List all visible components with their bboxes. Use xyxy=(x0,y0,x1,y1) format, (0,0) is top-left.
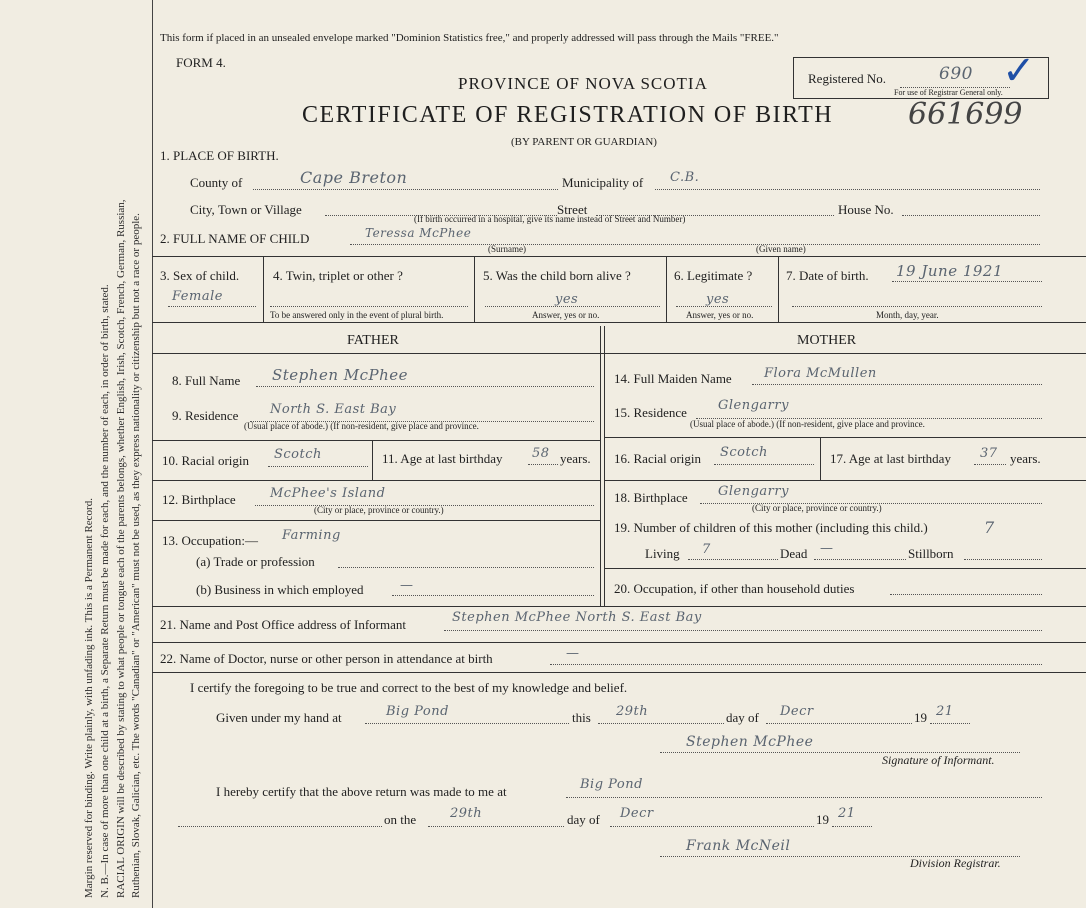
province-title: PROVINCE OF NOVA SCOTIA xyxy=(458,74,708,93)
father-birthplace-label: 12. Birthplace xyxy=(162,492,236,507)
street-label: Street xyxy=(557,202,588,217)
father-age-value: 58 xyxy=(532,446,550,461)
children-count-value: 7 xyxy=(984,518,995,537)
alive-note: Answer, yes or no. xyxy=(532,310,600,320)
return-year-suffix: 21 xyxy=(838,806,856,821)
return-place: Big Pond xyxy=(580,777,643,792)
informant-signature: Stephen McPhee xyxy=(686,734,814,750)
legit-value: yes xyxy=(706,292,730,307)
father-residence-value: North S. East Bay xyxy=(270,402,397,417)
informant-value: Stephen McPhee North S. East Bay xyxy=(452,610,702,625)
mother-age-value: 37 xyxy=(980,446,998,461)
binding-margin xyxy=(0,0,153,908)
father-birthplace-note: (City or place, province or country.) xyxy=(314,505,444,515)
father-occupation-label: 13. Occupation:— xyxy=(162,533,259,548)
mother-name-value: Flora McMullen xyxy=(764,366,877,381)
dob-label: 7. Date of birth. xyxy=(786,268,869,283)
given-label: Given under my hand at xyxy=(216,710,342,725)
margin-note-2: N. B.—In case of more than one child at a birth, a Separate Return must be made for each, and the number of each, in order of birth, stated. xyxy=(99,284,111,898)
certify-statement: I certify the foregoing to be true and correct to the best of my knowledge and belief. xyxy=(190,680,628,695)
mother-birthplace-note: (City or place, province or country.) xyxy=(752,503,882,513)
father-years-label: years. xyxy=(560,451,591,466)
form-number: FORM 4. xyxy=(176,55,226,70)
stillborn-label: Stillborn xyxy=(908,546,954,561)
father-birthplace-value: McPhee's Island xyxy=(270,486,386,501)
county-label: County of xyxy=(190,175,243,190)
place-heading: 1. PLACE OF BIRTH. xyxy=(160,148,279,163)
return-day-of-label: day of xyxy=(567,812,600,827)
dob-value: 19 June 1921 xyxy=(896,262,1004,280)
doctor-label: 22. Name of Doctor, nurse or other person in attendance at birth xyxy=(160,651,493,666)
legit-label: 6. Legitimate ? xyxy=(674,268,753,283)
living-value: 7 xyxy=(702,542,711,557)
dead-label: Dead xyxy=(780,546,808,561)
return-month: Decr xyxy=(620,806,654,821)
mother-name-label: 14. Full Maiden Name xyxy=(614,371,732,386)
mother-racial-value: Scotch xyxy=(720,445,768,460)
registered-label: Registered No. xyxy=(808,71,886,86)
father-name-value: Stephen McPhee xyxy=(272,366,409,384)
father-age-label: 11. Age at last birthday xyxy=(382,451,503,466)
certificate-subtitle: (BY PARENT OR GUARDIAN) xyxy=(511,136,657,148)
registered-note: For use of Registrar General only. xyxy=(894,88,1003,97)
return-year-prefix: 19 xyxy=(816,812,829,827)
sex-label: 3. Sex of child. xyxy=(160,268,240,283)
mother-years-label: years. xyxy=(1010,451,1041,466)
mother-residence-note: (Usual place of abode.) (If non-resident, give place and province. xyxy=(690,419,925,429)
year-suffix: 21 xyxy=(936,704,954,719)
informant-label: 21. Name and Post Office address of Informant xyxy=(160,617,406,632)
given-place: Big Pond xyxy=(386,704,449,719)
city-label: City, Town or Village xyxy=(190,202,302,217)
children-count-label: 19. Number of children of this mother (including this child.) xyxy=(614,520,928,535)
return-day: 29th xyxy=(450,806,483,821)
given-month: Decr xyxy=(780,704,814,719)
certificate-title: CERTIFICATE OF REGISTRATION OF BIRTH xyxy=(302,102,834,128)
municipality-value: C.B. xyxy=(670,170,700,185)
business-value: — xyxy=(400,578,414,593)
surname-note: (Surname) xyxy=(488,244,526,254)
day-of-label: day of xyxy=(726,710,759,725)
mother-age-label: 17. Age at last birthday xyxy=(830,451,951,466)
mother-residence-label: 15. Residence xyxy=(614,405,687,420)
registered-number-box xyxy=(793,48,1049,99)
this-label: this xyxy=(572,710,591,725)
twin-note: To be answered only in the event of plural birth. xyxy=(270,310,444,320)
father-racial-label: 10. Racial origin xyxy=(162,453,250,468)
dead-value: — xyxy=(820,541,834,556)
margin-note-4: Ruthenian, Slovak, Galician, etc. The words "Canadian" or "American" must not be used, as they express nationality or citizenship but not a race or people. xyxy=(130,213,142,898)
father-heading: FATHER xyxy=(347,333,399,348)
county-value: Cape Breton xyxy=(300,168,408,187)
dob-note: Month, day, year. xyxy=(876,310,939,320)
mother-residence-value: Glengarry xyxy=(718,398,789,413)
given-day: 29th xyxy=(616,704,649,719)
twin-label: 4. Twin, triplet or other ? xyxy=(273,268,403,283)
legit-note: Answer, yes or no. xyxy=(686,310,754,320)
year-prefix: 19 xyxy=(914,710,927,725)
alive-value: yes xyxy=(555,292,579,307)
father-occupation-value: Farming xyxy=(282,528,341,543)
street-note: (If birth occurred in a hospital, give its name instead of Street and Number) xyxy=(414,214,686,224)
registrar-signature: Frank McNeil xyxy=(686,838,791,854)
mother-occupation-label: 20. Occupation, if other than household duties xyxy=(614,581,855,596)
given-name-note: (Given name) xyxy=(756,244,806,254)
mother-birthplace-value: Glengarry xyxy=(718,484,789,499)
child-name-label: 2. FULL NAME OF CHILD xyxy=(160,231,310,246)
father-residence-note: (Usual place of abode.) (If non-resident, give place and province. xyxy=(244,421,479,431)
informant-signature-label: Signature of Informant. xyxy=(882,753,995,767)
registered-value: 690 xyxy=(939,64,973,84)
mother-birthplace-label: 18. Birthplace xyxy=(614,490,688,505)
father-racial-value: Scotch xyxy=(274,447,322,462)
father-name-label: 8. Full Name xyxy=(172,373,241,388)
living-label: Living xyxy=(645,546,680,561)
check-mark-icon: ✓ xyxy=(1002,48,1036,94)
child-name-value: Teressa McPhee xyxy=(365,226,472,240)
father-residence-label: 9. Residence xyxy=(172,408,239,423)
municipality-label: Municipality of xyxy=(562,175,644,190)
mail-notice: This form if placed in an unsealed envelope marked "Dominion Statistics free," and properly addressed will pass through the Mails "FREE." xyxy=(160,32,779,44)
file-number: 661699 xyxy=(908,97,1023,132)
business-label: (b) Business in which employed xyxy=(196,582,364,597)
on-the-label: on the xyxy=(384,812,417,827)
alive-label: 5. Was the child born alive ? xyxy=(483,268,631,283)
mother-racial-label: 16. Racial origin xyxy=(614,451,702,466)
house-label: House No. xyxy=(838,202,894,217)
mother-heading: MOTHER xyxy=(797,333,857,348)
trade-label: (a) Trade or profession xyxy=(196,554,315,569)
margin-note-3: RACIAL ORIGIN will be described by stating to what people or tongue each of the parents belongs, whether English, Irish, Scotch, French, German, Russian, xyxy=(115,199,127,898)
registrar-label: Division Registrar. xyxy=(910,856,1001,870)
margin-note-1: Margin reserved for binding. Write plainly, with unfading ink. This is a Permanent Record. xyxy=(83,498,95,898)
doctor-value: — xyxy=(566,646,580,661)
sex-value: Female xyxy=(172,289,223,304)
return-statement: I hereby certify that the above return was made to me at xyxy=(216,784,507,799)
